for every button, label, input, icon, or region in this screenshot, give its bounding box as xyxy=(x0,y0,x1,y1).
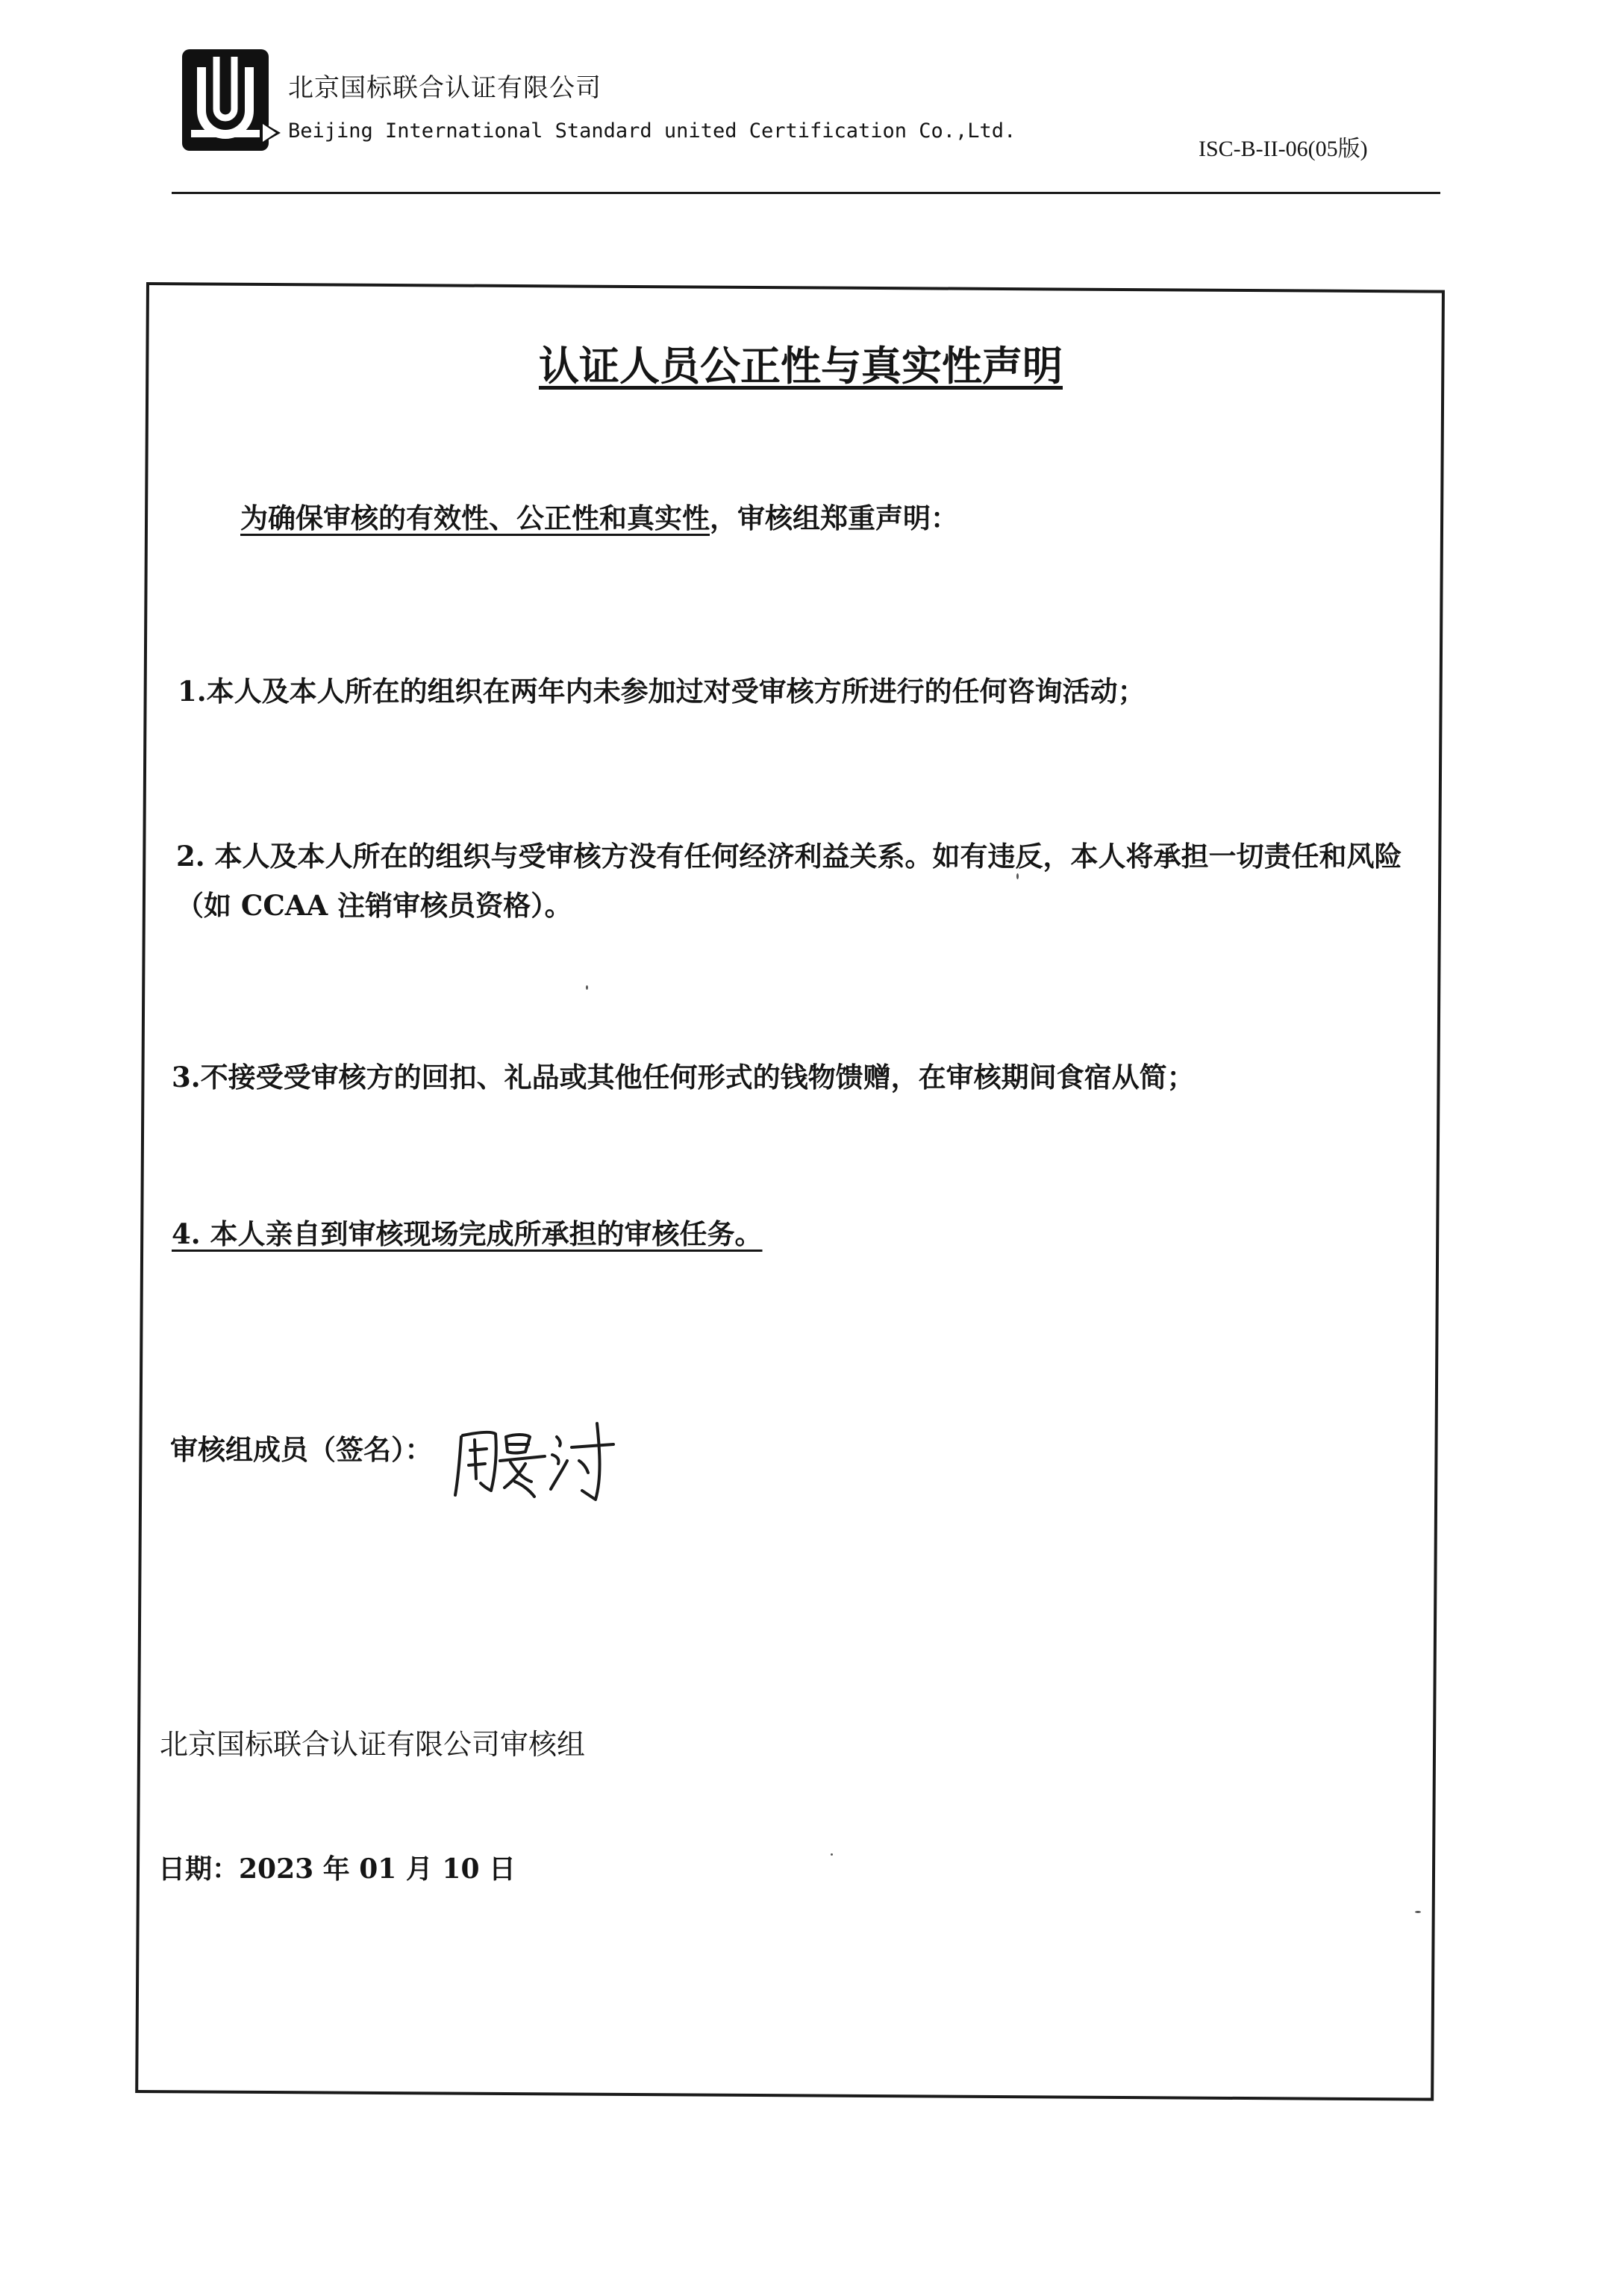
scan-speck xyxy=(1016,873,1019,879)
declaration-date: 日期：2023 年 01 月 10 日 xyxy=(158,1853,516,1885)
scan-speck xyxy=(831,1853,833,1856)
declaration-item-4: 4. 本人亲自到审核现场完成所承担的审核任务。 xyxy=(172,1217,763,1250)
declaration-item-1: 1.本人及本人所在的组织在两年内未参加过对受审核方所进行的任何咨询活动； xyxy=(178,675,1146,708)
declaration-item-2: 2. 本人及本人所在的组织与受审核方没有任何经济利益关系。如有违反，本人将承担一切责任和风险（如 CCAA 注销审核员资格）。 xyxy=(176,840,1402,922)
declaration-frame xyxy=(135,282,1445,2101)
document-code: ISC-B-II-06(05版) xyxy=(1199,137,1368,161)
declaration-item-3: 3.不接受受审核方的回扣、礼品或其他任何形式的钱物馈赠，在审核期间食宿从简； xyxy=(172,1061,1195,1094)
header-divider xyxy=(172,192,1440,194)
company-name-en: Beijing International Standard united Certification Co.,Ltd. xyxy=(288,119,1016,143)
intro-rest: ，审核组郑重声明： xyxy=(710,502,958,534)
company-name-cn: 北京国标联合认证有限公司 xyxy=(288,73,602,103)
signer-label: 审核组成员（签名）： xyxy=(170,1433,433,1466)
handwritten-signature-icon xyxy=(448,1407,619,1504)
declaration-intro xyxy=(240,496,958,536)
scan-speck xyxy=(1415,1911,1421,1913)
isc-logo-icon xyxy=(179,46,282,154)
declaration-title: 认证人员公正性与真实性声明 xyxy=(539,343,1063,390)
scan-speck xyxy=(586,985,588,990)
audit-team-name: 北京国标联合认证有限公司审核组 xyxy=(160,1728,586,1761)
intro-underlined: 为确保审核的有效性、公正性和真实性 xyxy=(240,502,710,534)
